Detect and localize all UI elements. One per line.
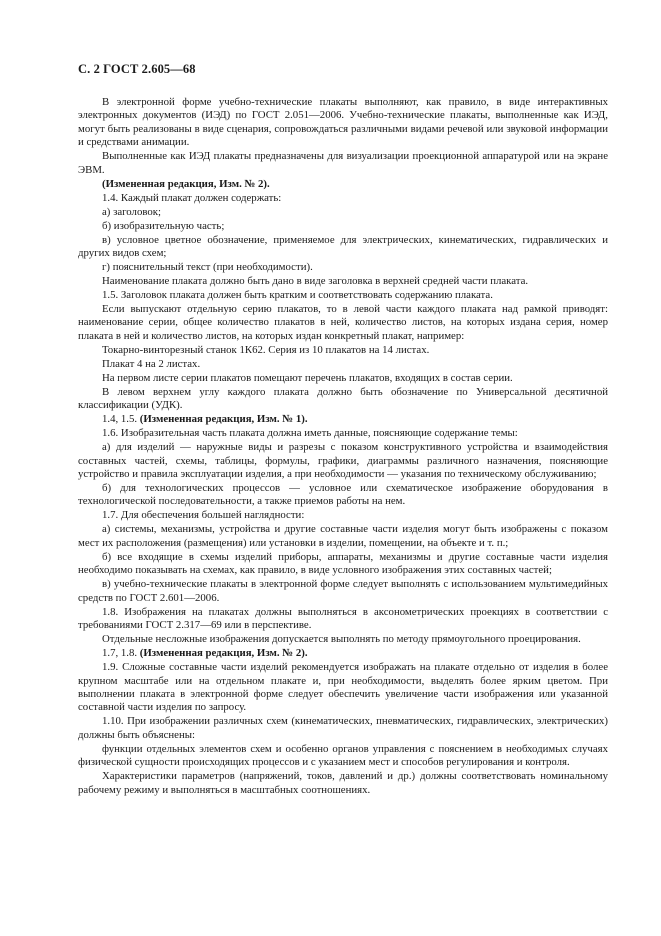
example-line: Плакат 4 на 2 листах. [102, 357, 201, 370]
clause-1-9: 1.9. Сложные составные части изделий рекомендуется изображать на плакате отдельно от изделия в более крупном масштабе или на отдельном плакате и, при необходимости, выделять более ярким цветом. При выполнении плаката в электронной форме следует обеспечить увеличение части изображения или указанной составной части изделия по запросу. [78, 661, 608, 714]
list-item: в) условное цветное обозначение, применяемое для электрических, кинематических, гидравлических и других видов схем; [78, 233, 608, 260]
paragraph: Выполненные как ИЭД плакаты предназначены для визуализации проекционной аппаратурой или на экране ЭВМ. [78, 150, 608, 176]
clause-1-4: 1.4. Каждый плакат должен содержать: [102, 191, 282, 204]
list-item: б) изобразительную часть; [102, 219, 225, 232]
clause-1-5: 1.5. Заголовок плаката должен быть кратким и соответствовать содержанию плаката. [102, 289, 493, 302]
clause-1-7: 1.7. Для обеспечения большей наглядности: [102, 509, 305, 522]
list-item: в) учебно-технические плакаты в электронной форме следует выполнять с использованием мультимедийных средств по ГОСТ 2.601—2006. [78, 578, 608, 604]
amendment-ref: 1.7, 1.8. [102, 647, 138, 660]
document-body [78, 96, 608, 797]
paragraph: Если выпускают отдельную серию плакатов, то в левой части каждого плаката над рамкой приводят: наименование серии, общее количество плакатов в ней, количество листов, на которых издана серия, номер плаката в ней и количество листов, на которых издан конкретный плакат, например: [78, 303, 608, 342]
list-item: а) для изделий — наружные виды и разрезы с показом конструктивного устройства и взаимодействия составных частей, схемы, таблицы, формулы, графики, диаграммы различного назначения, поясняющие устройство и правила эксплуатации изделия, а при необходимости — указания по техническому обслуживанию; [78, 441, 608, 481]
clause-1-8: 1.8. Изображения на плакатах должны выполняться в аксонометрических проекциях в соответствии с требованиями ГОСТ 2.317—69 или в перспективе. [78, 605, 608, 632]
clause-1-10: 1.10. При изображении различных схем (кинематических, пневматических, гидравлических, электрических) должны быть объяснены: [78, 715, 608, 741]
paragraph: Наименование плаката должно быть дано в виде заголовка в верхней средней части плаката. [102, 275, 529, 288]
page-header: С. 2 ГОСТ 2.605—68 [78, 62, 196, 76]
amendment-note [78, 178, 608, 191]
list-item: г) пояснительный текст (при необходимости). [102, 261, 313, 274]
paragraph: Отдельные несложные изображения допускается выполнять по методу прямоугольного проецирования. [102, 633, 581, 646]
paragraph: На первом листе серии плакатов помещают перечень плакатов, входящих в состав серии. [102, 371, 513, 384]
list-item: а) заголовок; [102, 205, 162, 218]
example-line: Токарно-винторезный станок 1К62. Серия из 10 плакатов на 14 листах. [102, 343, 430, 356]
amendment-bold: (Измененная редакция, Изм. № 2). [102, 177, 270, 190]
list-item: б) для технологических процессов — условное или схематическое изображение оборудования в технологической последовательности, а также приемов работы на нем. [78, 482, 608, 508]
clause-1-6: 1.6. Изобразительная часть плаката должна иметь данные, поясняющие содержание темы: [102, 427, 518, 440]
list-item: б) все входящие в схемы изделий приборы, аппараты, механизмы и другие составные части изделия необходимо показывать на схемах, как правило, в виде условного изображения этих составных частей; [78, 550, 608, 577]
amendment-bold: (Измененная редакция, Изм. № 1). [139, 413, 308, 426]
list-item: а) системы, механизмы, устройства и другие составные части изделия могут быть изображены с показом мест их расположения (размещения) или установки в изделии, помещении, на объекте и т. п.; [78, 523, 608, 549]
amendment-ref: 1.4, 1.5. [102, 413, 138, 426]
paragraph: В левом верхнем углу каждого плаката должно быть обозначение по Универсальной десятичной классификации (УДК). [78, 385, 608, 412]
amendment-bold: (Измененная редакция, Изм. № 2). [139, 647, 308, 660]
paragraph: В электронной форме учебно-технические плакаты выполняют, как правило, в виде интерактивных электронных документов (ИЭД) по ГОСТ 2.051—2006. Учебно-технические плакаты, выполненные как ИЭД, могут быть реализованы в виде сценария, сопровождаться различными видами речевой или звуковой информации и средствами анимации. [78, 96, 608, 149]
amendment-note [78, 647, 608, 660]
paragraph: Характеристики параметров (напряжений, токов, давлений и др.) должны соответствовать номинальному рабочему режиму и выполняться в масштабных соотношениях. [78, 770, 608, 796]
paragraph: функции отдельных элементов схем и особенно органов управления с пояснением в необходимых случаях физической сущности происходящих процессов и с указанием мест и способов регулирования и контроля. [78, 742, 608, 769]
amendment-note [78, 413, 608, 426]
